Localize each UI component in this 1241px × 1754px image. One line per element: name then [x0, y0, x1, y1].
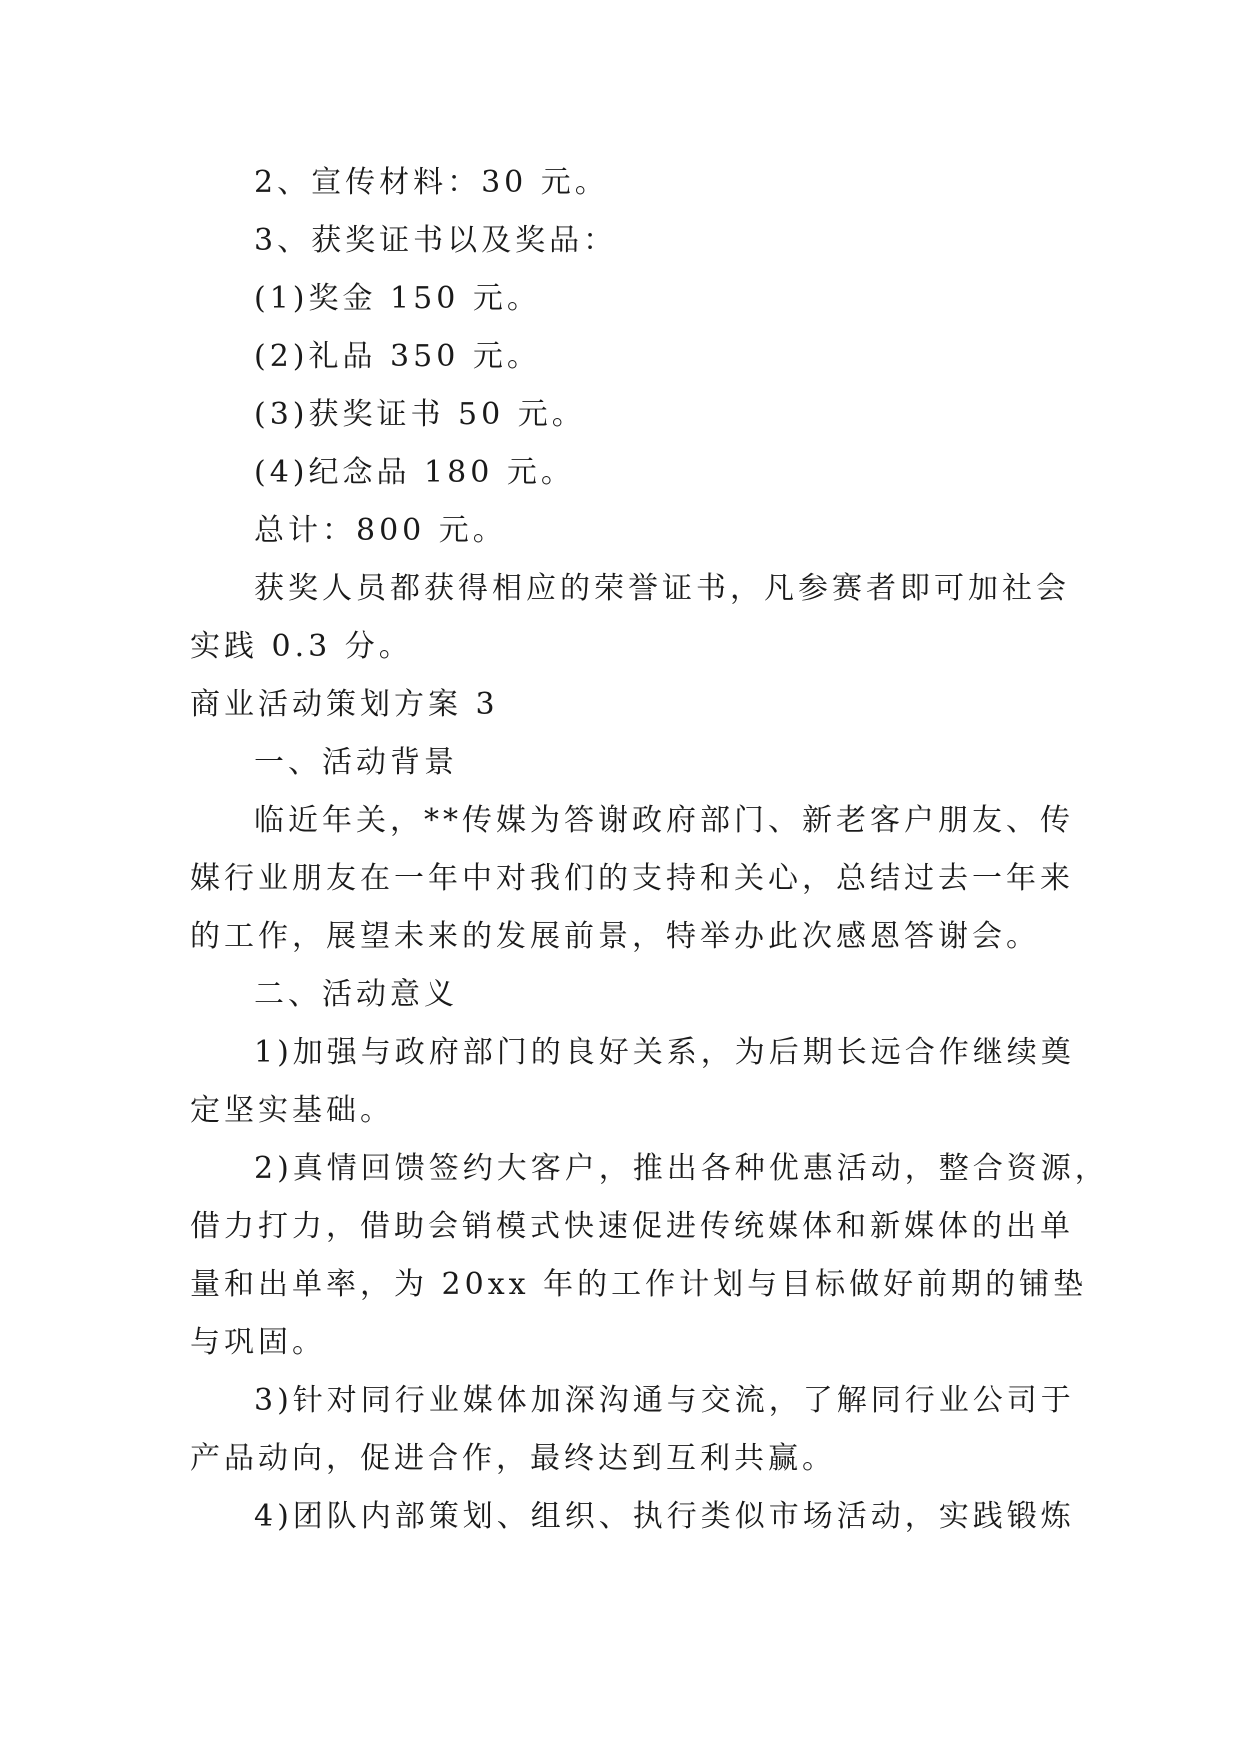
text-line: 4)团队内部策划、组织、执行类似市场活动，实践锻炼 — [254, 1499, 1075, 1534]
text-line: 产品动向，促进合作，最终达到互利共赢。 — [190, 1441, 836, 1476]
text-line: (2)礼品 350 元。 — [254, 339, 541, 374]
text-line: 2)真情回馈签约大客户，推出各种优惠活动，整合资源， — [254, 1151, 1109, 1186]
section-title: 商业活动策划方案 3 — [190, 687, 499, 722]
text-line: 获奖人员都获得相应的荣誉证书，凡参赛者即可加社会 — [254, 571, 1070, 606]
text-line: 借力打力，借助会销模式快速促进传统媒体和新媒体的出单 — [190, 1209, 1074, 1244]
text-line: 量和出单率，为 20xx 年的工作计划与目标做好前期的铺垫 — [190, 1267, 1088, 1302]
text-line: 实践 0.3 分。 — [190, 629, 413, 664]
text-line: 临近年关，**传媒为答谢政府部门、新老客户朋友、传 — [254, 803, 1074, 838]
text-line: 定坚实基础。 — [190, 1093, 394, 1128]
text-line: 1)加强与政府部门的良好关系，为后期长远合作继续奠 — [254, 1035, 1075, 1070]
text-line: 的工作，展望未来的发展前景，特举办此次感恩答谢会。 — [190, 919, 1040, 954]
text-line: 与巩固。 — [190, 1325, 326, 1360]
text-line: 3)针对同行业媒体加深沟通与交流，了解同行业公司于 — [254, 1383, 1075, 1418]
text-line: (3)获奖证书 50 元。 — [254, 397, 586, 432]
subsection-heading: 二、活动意义 — [254, 977, 458, 1012]
text-line: (4)纪念品 180 元。 — [254, 455, 575, 490]
text-line: (1)奖金 150 元。 — [254, 281, 541, 316]
subsection-heading: 一、活动背景 — [254, 745, 458, 780]
text-line: 3、获奖证书以及奖品： — [254, 223, 618, 258]
document-body — [190, 154, 1109, 1546]
text-line: 总计：800 元。 — [254, 513, 507, 548]
text-line: 媒行业朋友在一年中对我们的支持和关心，总结过去一年来 — [190, 861, 1074, 896]
text-line: 2、宣传材料：30 元。 — [254, 165, 609, 200]
